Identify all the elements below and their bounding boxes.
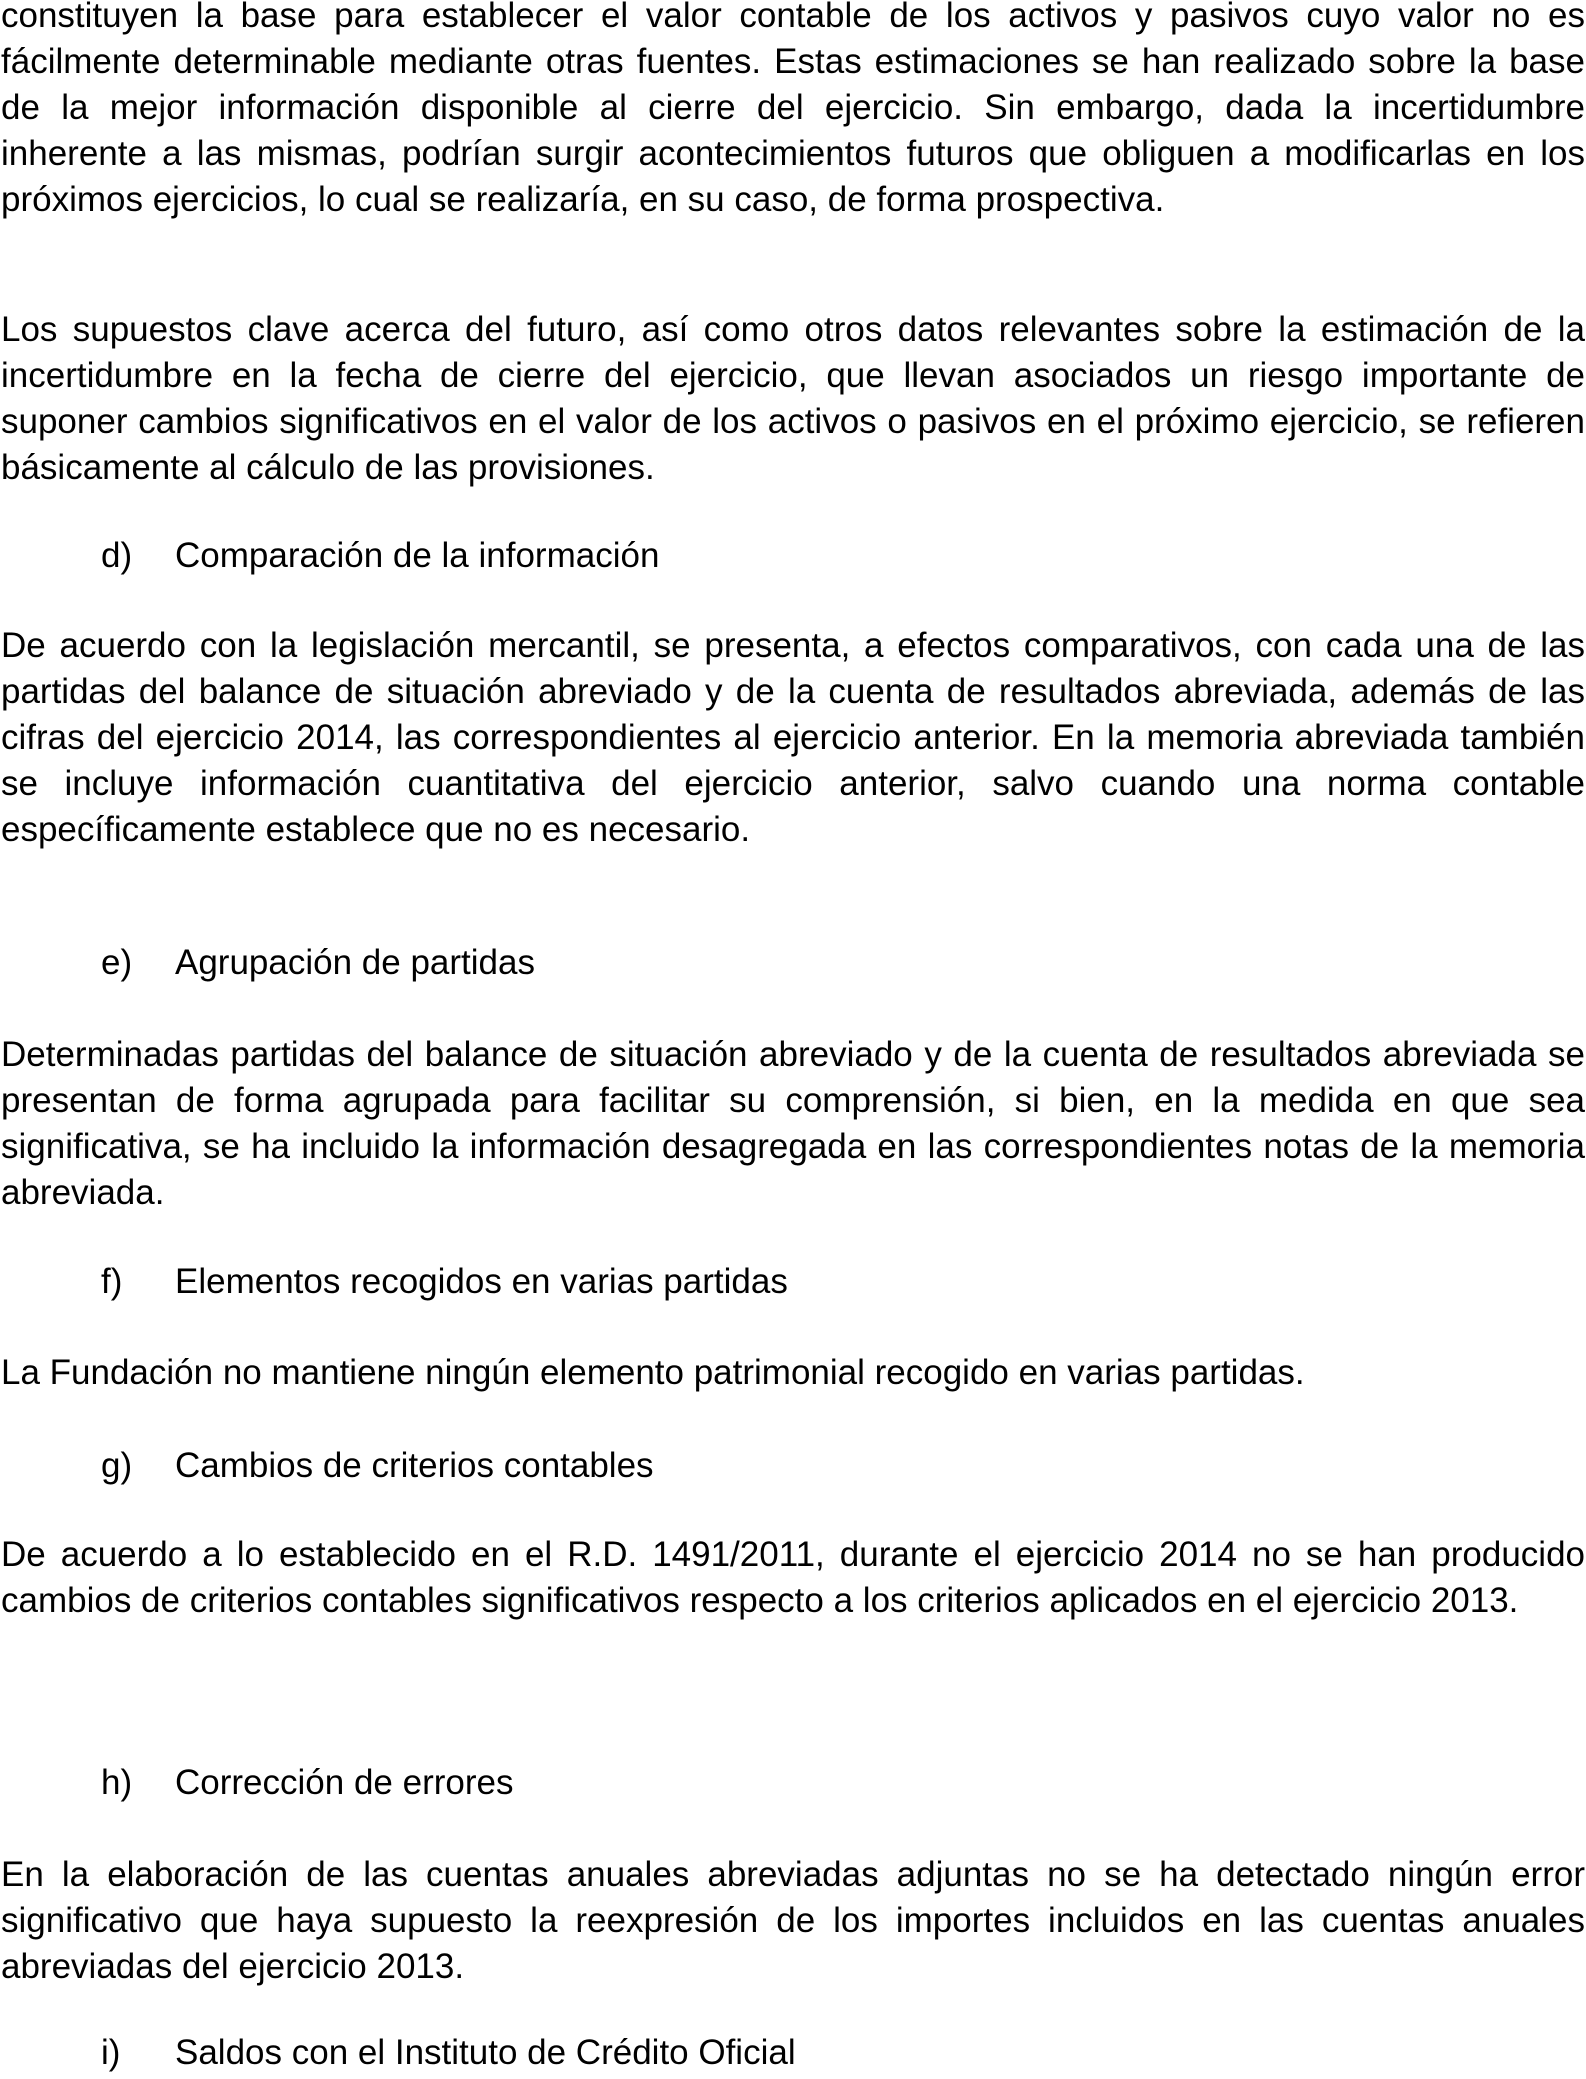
- section-heading-i: [101, 2030, 796, 2076]
- section-letter: g): [101, 1446, 133, 1485]
- paragraph-cambios-criterios: De acuerdo a lo establecido en el R.D. 1491/2011, durante el ejercicio 2014 no se han producido cambios de criterios contables significativos respecto a los criterios aplicados en el ejercicio 2013.: [1, 1535, 1585, 1620]
- section-title: Saldos con el Instituto de Crédito Oficial: [175, 2033, 796, 2072]
- section-letter: i): [101, 2033, 121, 2072]
- section-letter: e): [101, 943, 133, 982]
- section-title: Corrección de errores: [175, 1763, 514, 1802]
- section-letter: f): [101, 1262, 123, 1301]
- section-heading-d: [101, 533, 659, 579]
- paragraph-correccion-errores: En la elaboración de las cuentas anuales abreviadas adjuntas no se ha detectado ningún error significativo que haya supuesto la reexpresión de los importes incluidos en las cuentas anuales abreviadas del ejercicio 2013.: [1, 1855, 1585, 1986]
- section-title: Elementos recogidos en varias partidas: [175, 1262, 788, 1301]
- paragraph-supuestos-clave: Los supuestos clave acerca del futuro, así como otros datos relevantes sobre la estimación de la incertidumbre en la fecha de cierre del ejercicio, que llevan asociados un riesgo importante de suponer cambios significativos en el valor de los activos o pasivos en el próximo ejercicio, se refieren básicamente al cálculo de las provisiones.: [1, 310, 1585, 487]
- section-title: Cambios de criterios contables: [175, 1446, 654, 1485]
- section-heading-f: [101, 1259, 788, 1305]
- section-heading-h: [101, 1760, 513, 1806]
- section-letter: d): [101, 536, 133, 575]
- paragraph-elementos: La Fundación no mantiene ningún elemento patrimonial recogido en varias partidas.: [1, 1353, 1305, 1392]
- section-title: Comparación de la información: [175, 536, 660, 575]
- section-heading-g: [101, 1443, 654, 1489]
- paragraph-comparacion: De acuerdo con la legislación mercantil, se presenta, a efectos comparativos, con cada una de las partidas del balance de situación abreviado y de la cuenta de resultados abreviada, además de las cifras del ejercicio 2014, las correspondientes al ejercicio anterior. En la memoria abreviada también se incluye información cuantitativa del ejercicio anterior, salvo cuando una norma contable específicamente establece que no es necesario.: [1, 626, 1585, 849]
- paragraph-agrupacion: Determinadas partidas del balance de situación abreviado y de la cuenta de resultados abreviada se presentan de forma agrupada para facilitar su comprensión, si bien, en la medida en que sea significativa, se ha incluido la información desagregada en las correspondientes notas de la memoria abreviada.: [1, 1035, 1585, 1212]
- section-letter: h): [101, 1763, 133, 1802]
- paragraph-estimaciones: constituyen la base para establecer el valor contable de los activos y pasivos cuyo valor no es fácilmente determinable mediante otras fuentes. Estas estimaciones se han realizado sobre la base de la mejor información disponible al cierre del ejercicio. Sin embargo, dada la incertidumbre inherente a las mismas, podrían surgir acontecimientos futuros que obliguen a modificarlas en los próximos ejercicios, lo cual se realizaría, en su caso, de forma prospectiva.: [1, 0, 1585, 219]
- section-heading-e: [101, 940, 535, 986]
- section-title: Agrupación de partidas: [175, 943, 535, 982]
